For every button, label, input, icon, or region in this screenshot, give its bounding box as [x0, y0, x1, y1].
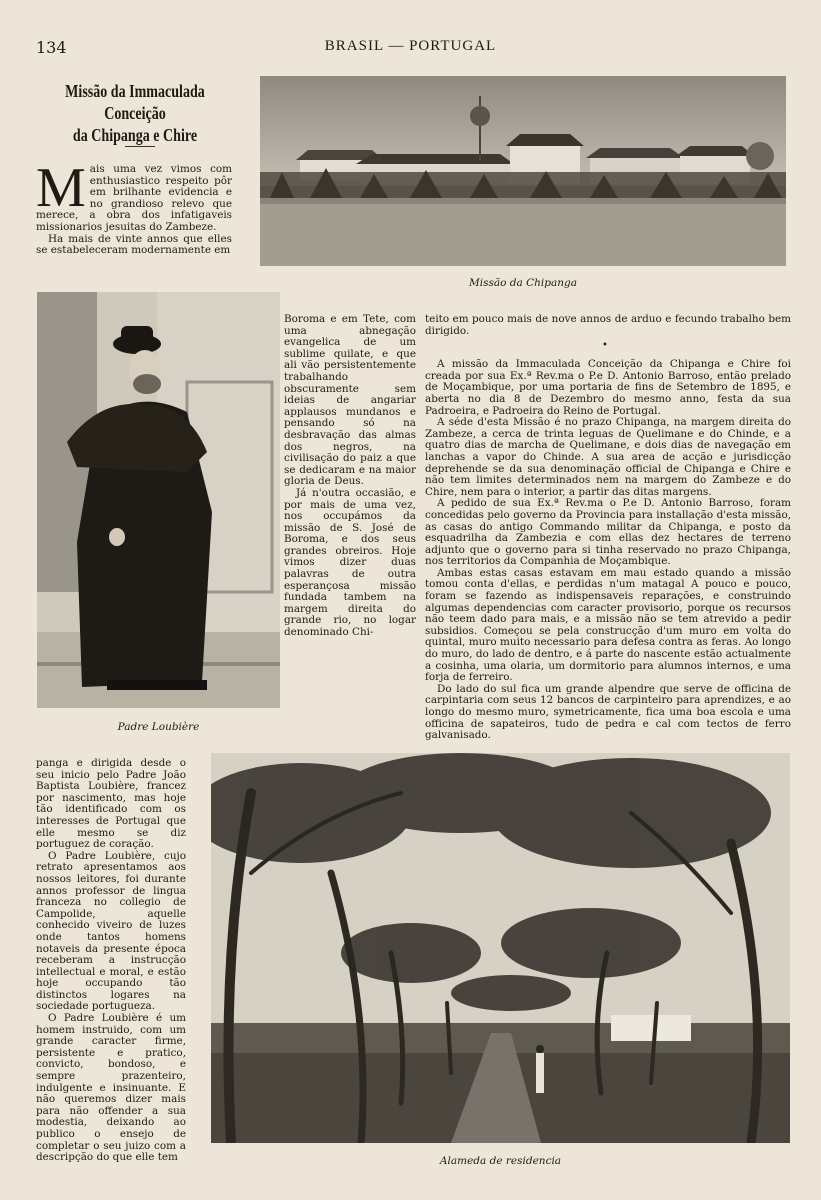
drop-cap: M — [36, 157, 86, 219]
text-column-3 — [425, 314, 791, 742]
avenue-photo — [211, 753, 790, 1143]
article-title-line-1: Missão da Immaculada Conceição — [65, 81, 205, 123]
intro-continuation: Ha mais de vinte annos que elles se estabeleceram modernamente em — [36, 232, 232, 257]
column-3-paragraph-4: Ambas estas casas estavam em mau estado quando a missão tomou conta d'ellas, e perdidas n'um matagal A pouco e pouco, foram se fazendo as indispensaveis reparações, e construindo algumas dependencias com caracter provisorio, porque os recursos não teem dado para mais, e a missão não se tem atrevido a pedir subsidios. Começou se pela construcção d'um muro em volta do quintal, muro muito necessario para defesa contra as feras. Ao longo do muro, do lado de dentro, e á parte do nascente estão actualmente a cosinha, uma olaria, um dormitorio para alumnos internos, e uma forja de ferreiro. — [425, 566, 791, 684]
page-number: 134 — [36, 38, 67, 57]
column-3-paragraph-3: A pedido de sua Ex.ª Rev.ma o P.e D. Antonio Barroso, foram concedidas pelo governo da Provincia para installação d'esta missão, as casas do antigo Commando militar da Chipanga, e posto da esquadrilha da Zambezia e com ellas dez hectares de terreno adjunto que o governo para si tinha reservado no prazo Chipanga, nos territorios da Companhia de Moçambique. — [425, 497, 791, 568]
priest-portrait-caption: Padre Loubière — [117, 721, 200, 733]
priest-portrait-photo — [37, 292, 280, 708]
intro-column — [36, 157, 232, 257]
intro-paragraph: ais uma vez vimos com enthusiastico respeito pôr em brilhante evidencia e no grandioso relevo que merece, a obra dos infatigaveis missionarios jesuitas do Zambeze. — [36, 163, 232, 233]
column-2-paragraph-2: Já n'outra occasião, e por mais de uma vez, nos occupámos da missão de S. José de Boroma, e dos seus grandes obreiros. Hoje vimos dizer duas palavras de outra esperançosa missão fundada tambem na margem direita do grande rio, no logar denominado Chi- — [284, 486, 416, 639]
column-3-paragraph-2: A séde d'esta Missão é no prazo Chipanga, na margem direita do Zambeze, a cerca de trinta leguas de Quelimane e do Chinde, e a quatro dias de marcha de Quelimane, e dois dias de navegação em lanchas a vapor do Chinde. A sua area de acção e jurisdicção deprehende se da sua denominação official de Chipanga e Chire e não tem limites determinados nem na margem do Zambeze e do Chire, nem para o interior, a partir das ditas margens. — [425, 416, 791, 498]
article-title-line-2: da Chipanga e Chire — [72, 125, 198, 145]
running-title: BRASIL — PORTUGAL — [324, 38, 497, 54]
text-column-4 — [36, 758, 186, 1164]
section-ornament: • — [602, 340, 608, 351]
article-title — [45, 80, 224, 146]
column-4-paragraph-0: panga e dirigida desde o seu inicio pelo Padre João Baptista Loubière, francez por nascimento, mas hoje tão identificado com os interesses de Portugal que elle mesmo se diz portuguez de coração. — [36, 757, 186, 851]
column-3-paragraph-1: A missão da Immaculada Conceição da Chipanga e Chire foi creada por sua Ex.ª Rev.ma o P.e D. Antonio Barroso, então prelado de Moçambique, por uma portaria de fins de Setembro de 1895, e aberta no dia 8 de Dezembro do mesmo anno, festa da sua Padroeira, e Padroeira do Reino de Portugal. — [425, 358, 791, 417]
title-divider — [125, 146, 155, 147]
column-4-paragraph-1: O Padre Loubière, cujo retrato apresentamos aos nossos leitores, foi durante annos professor de lingua franceza no collegio de Campolide, aquelle conhecido viveiro de luzes onde tantos homens notaveis da presente época receberam a instrucção intellectual e moral, e estão hoje occupando tão distinctos logares na sociedade portugueza. — [36, 849, 186, 1013]
column-3-paragraph-5: Do lado do sul fica um grande alpendre que serve de officina de carpintaria com seus 12 bancos de carpinteiro para aprendizes, e ao longo do mesmo muro, symetricamente, fica uma boa escola e uma officina de sapateiros, tudo de pedra e cal com tectos de ferro galvanisado. — [425, 682, 791, 742]
text-column-2 — [284, 314, 416, 639]
avenue-photo-caption: Alameda de residencia — [439, 1155, 562, 1167]
section-spacer — [425, 337, 791, 359]
column-3-paragraph-0: teito em pouco mais de nove annos de arduo e fecundo trabalho bem dirigido. — [425, 313, 791, 337]
mission-photo — [260, 76, 786, 266]
mission-photo-caption: Missão da Chipanga — [468, 277, 577, 289]
column-4-paragraph-2: O Padre Loubière é um homem instruido, com um grande caracter firme, persistente e pratico, convicto, bondoso, e sempre prazenteiro, indulgente e insinuante. E não queremos dizer mais para não offender a sua modestia, deixando ao publico o ensejo de completar o seu juizo com a descripção do que elle tem — [36, 1012, 186, 1164]
column-2-paragraph-1: Boroma e em Tete, com uma abnegação evangelica de um sublime quilate, e que ali vão persistentemente trabalhando obscuramente sem ideias de angariar applausos mundanos e pensando só na desbravação das almas dos negros, na civilisação do paiz a que se dedicaram e na maior gloria de Deus. — [284, 313, 416, 488]
